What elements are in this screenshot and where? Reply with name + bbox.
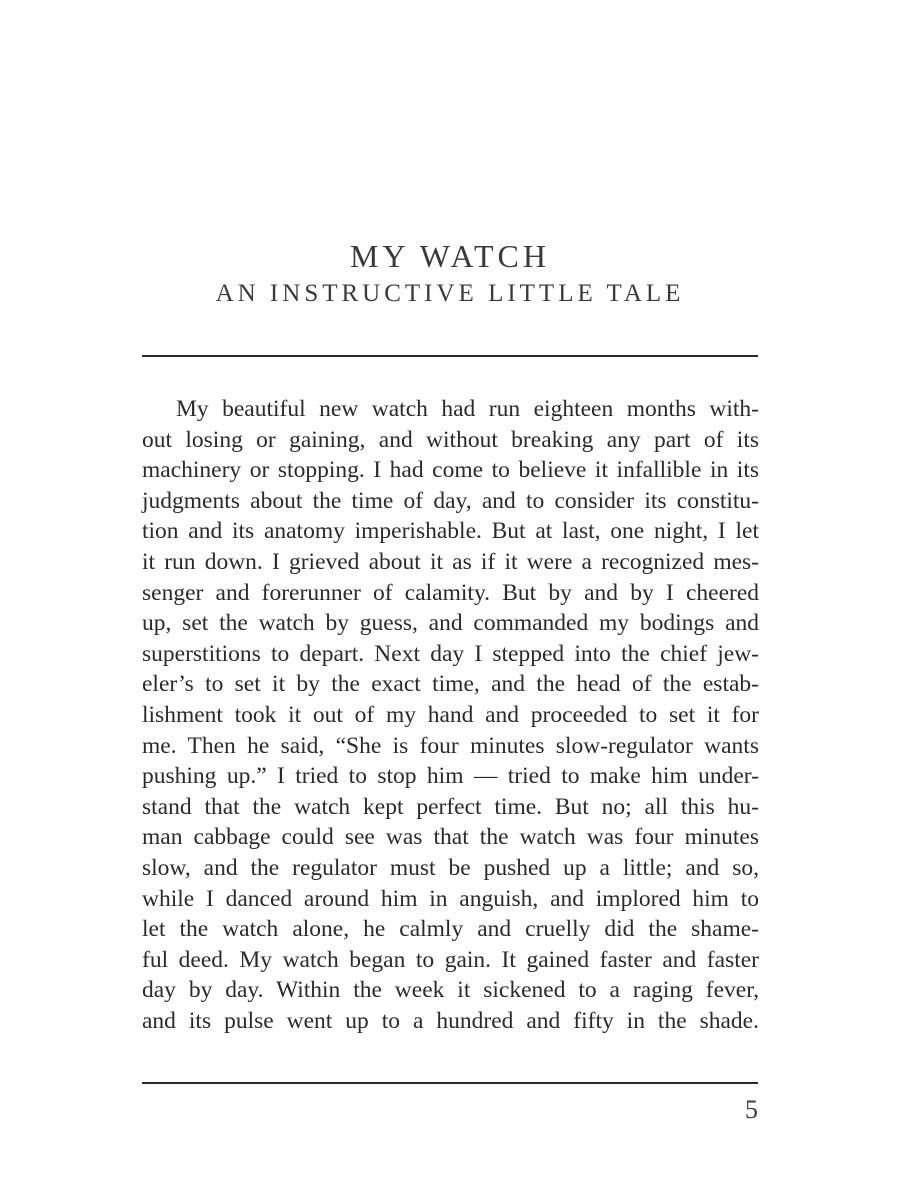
text-line: stand that the watch kept perfect time. But no; all this hu-: [142, 793, 759, 820]
page-number: 5: [745, 1095, 758, 1124]
text-line: lishment took it out of my hand and proceeded to set it for: [142, 701, 759, 728]
bottom-divider: [142, 1082, 758, 1084]
text-line: me. Then he said, “She is four minutes slow-regulator wants: [142, 732, 759, 759]
text-line: man cabbage could see was that the watch was four minutes: [142, 824, 759, 851]
text-line: eler’s to set it by the exact time, and the head of the estab-: [142, 671, 759, 698]
text-line: ful deed. My watch began to gain. It gained faster and faster: [142, 946, 759, 973]
top-divider: [142, 355, 758, 357]
text-line: out losing or gaining, and without breaking any part of its: [142, 426, 759, 453]
text-line: superstitions to depart. Next day I stepped into the chief jew-: [142, 640, 759, 667]
page-title: MY WATCH: [349, 238, 550, 274]
text-line: slow, and the regulator must be pushed up a little; and so,: [142, 854, 759, 881]
text-line: day by day. Within the week it sickened to a raging fever,: [142, 977, 759, 1004]
text-line: machinery or stopping. I had come to believe it infallible in its: [142, 457, 759, 484]
body-paragraph: [142, 394, 759, 1036]
text-line: judgments about the time of day, and to consider its constitu-: [142, 487, 759, 514]
text-line: it run down. I grieved about it as if it were a recognized mes-: [142, 548, 759, 575]
text-line: let the watch alone, he calmly and cruelly did the shame-: [142, 916, 759, 943]
text-line: and its pulse went up to a hundred and fifty in the shade.: [142, 1007, 759, 1034]
text-line: tion and its anatomy imperishable. But at last, one night, I let: [142, 518, 759, 545]
text-line: while I danced around him in anguish, and implored him to: [142, 885, 759, 912]
text-line: senger and forerunner of calamity. But by and by I cheered: [142, 579, 759, 606]
text-line: up, set the watch by guess, and commanded my bodings and: [142, 610, 759, 637]
text-line: pushing up.” I tried to stop him — tried to make him under-: [142, 763, 759, 790]
text-line: My beautiful new watch had run eighteen months with-: [176, 396, 759, 422]
page-subtitle: AN INSTRUCTIVE LITTLE TALE: [215, 280, 685, 307]
